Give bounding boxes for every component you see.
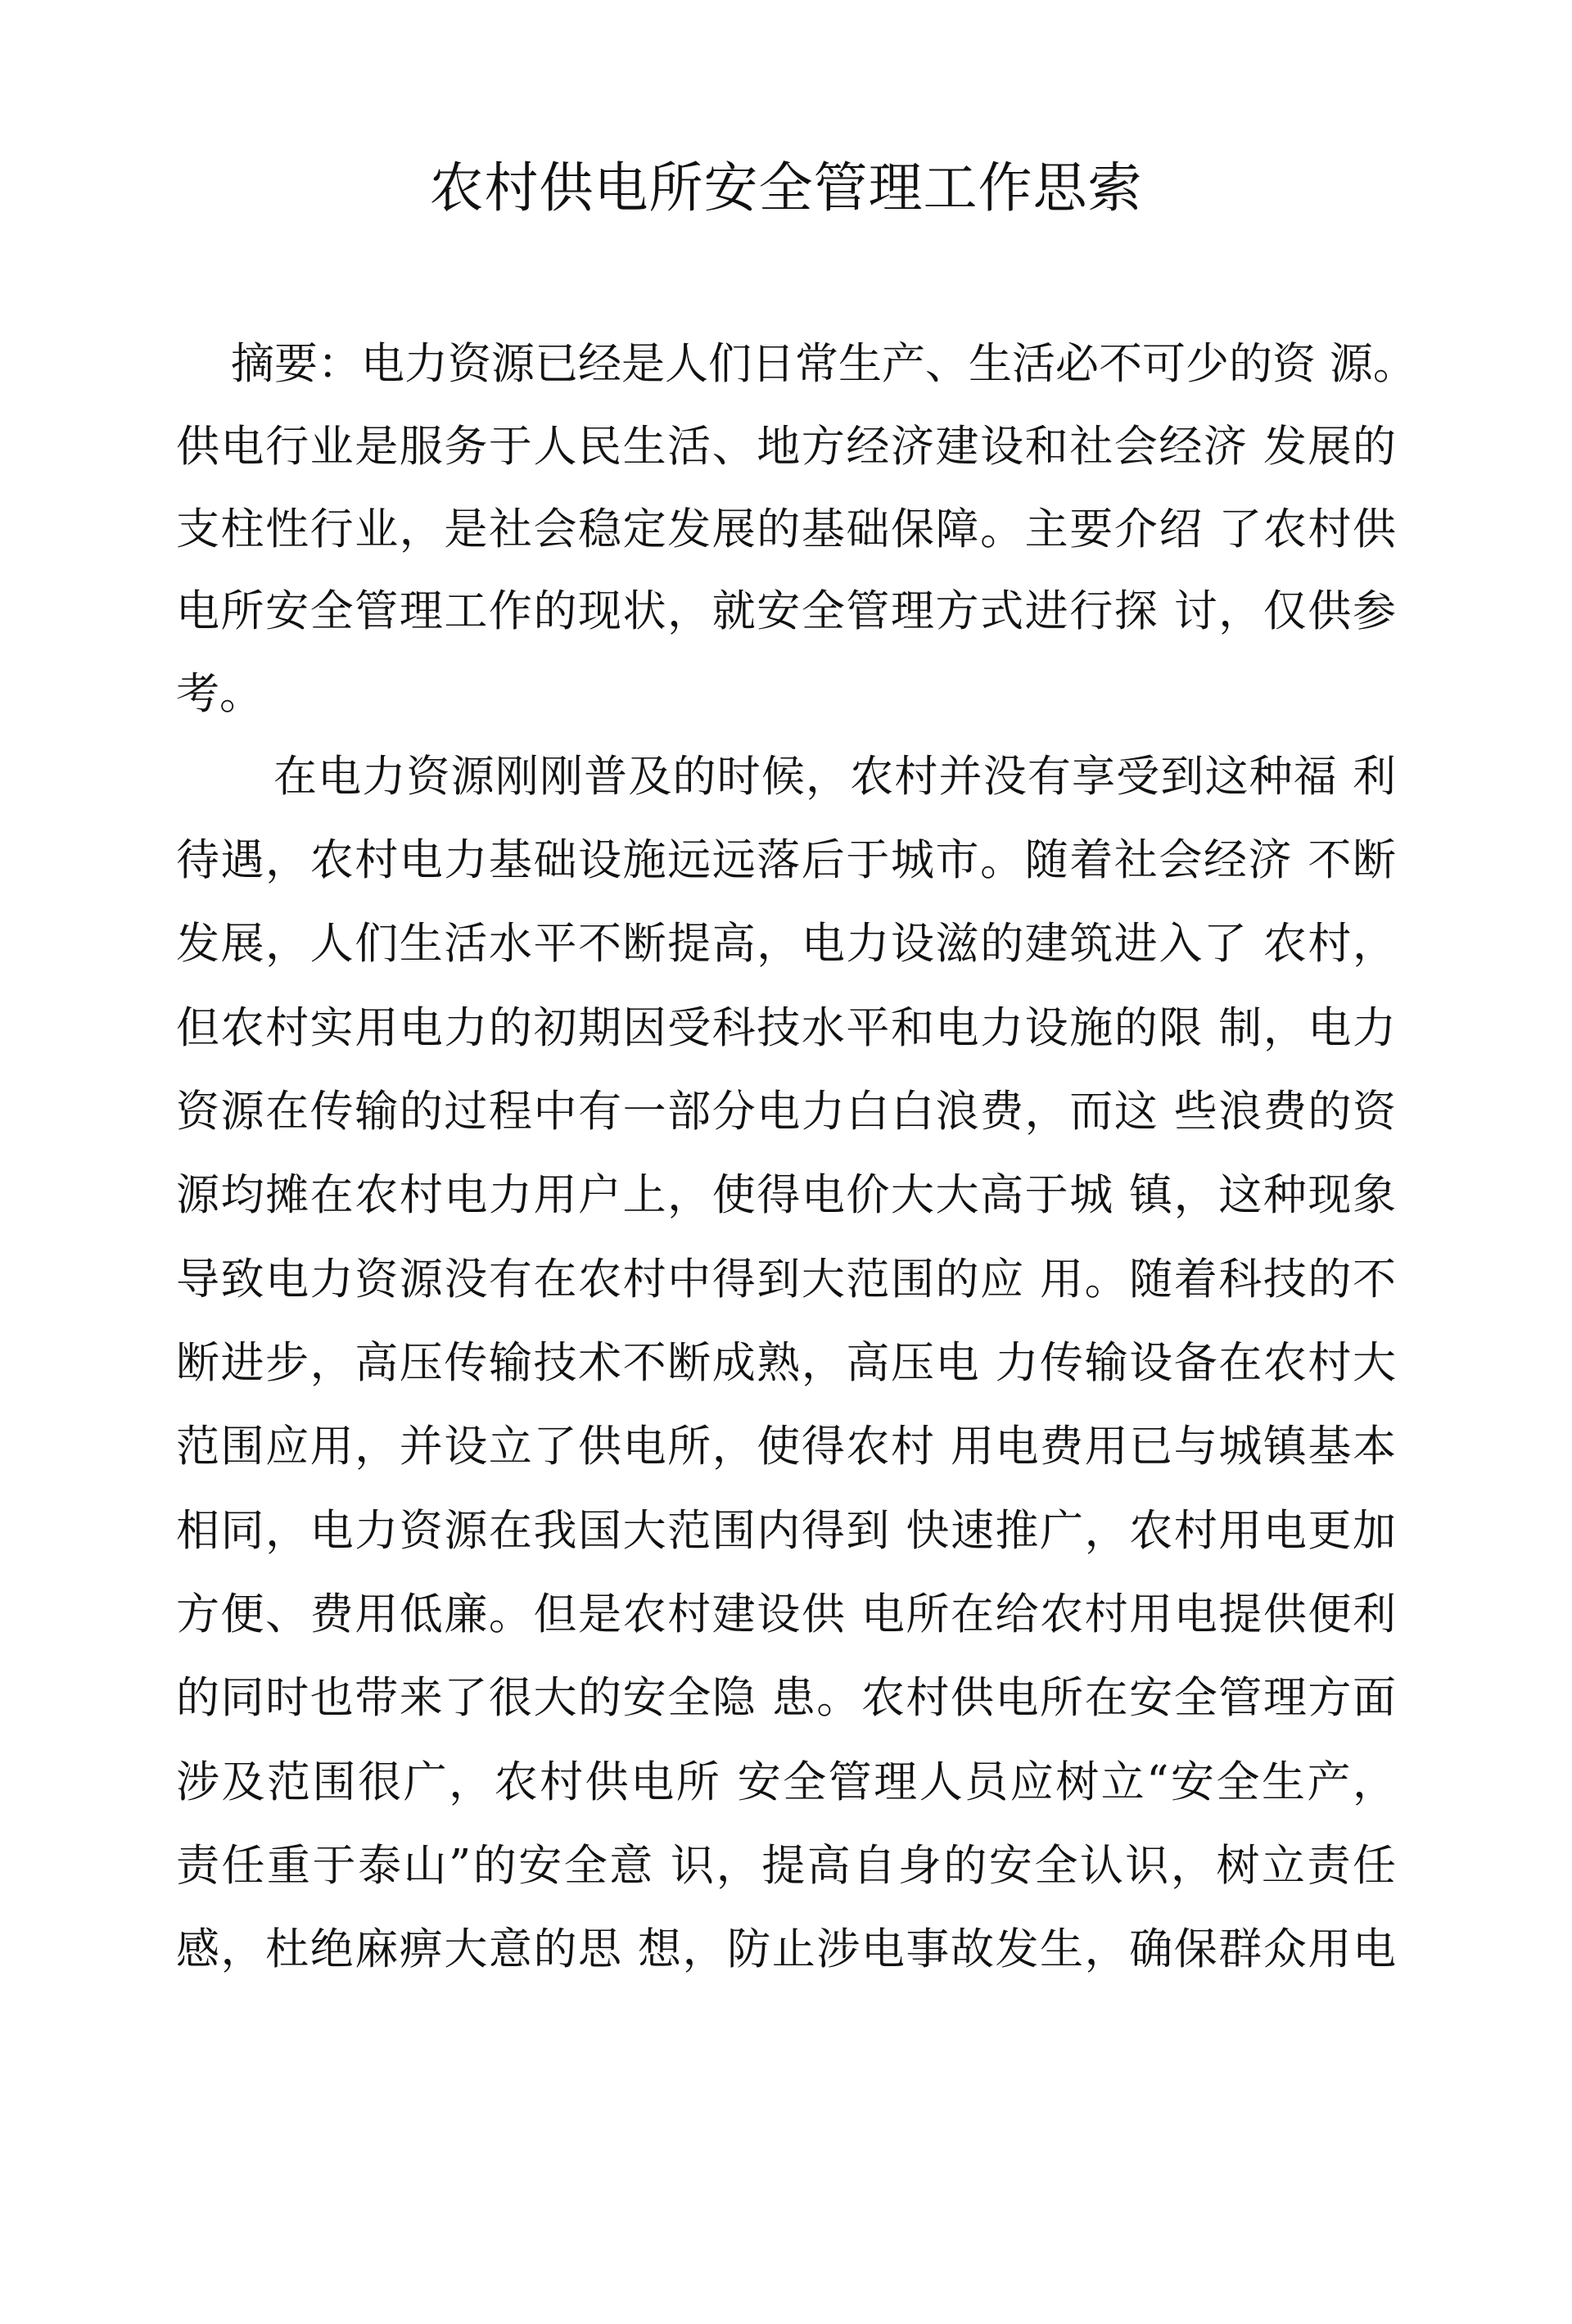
abstract-line: 摘要：电力资源已经是人们日常生产、生活必不可少的资 源。 — [231, 339, 1416, 389]
body-line: 在电力资源刚刚普及的时候，农村并没有享受到这种福 利 — [273, 752, 1396, 802]
abstract-line: 供电行业是服务于人民生活、地方经济建设和社会经济 发展的 — [176, 422, 1396, 472]
body-line: 导致电力资源没有在农村中得到大范围的应 用。随着科技的不 — [176, 1255, 1396, 1304]
body-line: 范围应用，并设立了供电所，使得农村 用电费用已与城镇基本 — [176, 1422, 1396, 1472]
abstract-line: 支柱性行业，是社会稳定发展的基础保障。主要介绍 了农村供 — [176, 504, 1396, 554]
body-line: 涉及范围很广，农村供电所 安全管理人员应树立“安全生产， — [176, 1757, 1396, 1807]
abstract-line: 电所安全管理工作的现状，就安全管理方式进行探 讨，仅供参 — [176, 586, 1396, 636]
body-line: 相同，电力资源在我国大范围内得到 快速推广，农村用电更加 — [176, 1506, 1396, 1556]
body-line: 方便、费用低廉。但是农村建设供 电所在给农村用电提供便利 — [176, 1589, 1396, 1639]
body-line: 断进步，高压传输技术不断成熟，高压电 力传输设备在农村大 — [176, 1338, 1396, 1388]
document-title: 农村供电所安全管理工作思索 — [429, 156, 1143, 219]
body-line: 感，杜绝麻痹大意的思 想，防止涉电事故发生，确保群众用电 — [176, 1924, 1396, 1974]
body-line: 的同时也带来了很大的安全隐 患。农村供电所在安全管理方面 — [176, 1673, 1396, 1723]
body-line: 但农村实用电力的初期因受科技水平和电力设施的限 制，电力 — [176, 1003, 1396, 1053]
body-line: 发展，人们生活水平不断提高，电力设滋的建筑进入了 农村， — [176, 919, 1396, 969]
body-line: 资源在传输的过程中有一部分电力白白浪费，而这 些浪费的资 — [176, 1087, 1396, 1137]
body-line: 责任重于泰山”的安全意 识，提高自身的安全认识，树立责任 — [176, 1841, 1396, 1891]
body-line: 源均摊在农村电力用户上，使得电价大大高于城 镇，这种现象 — [176, 1170, 1396, 1220]
body-line: 待遇，农村电力基础设施远远落后于城市。随着社会经济 不断 — [176, 835, 1396, 885]
abstract-line: 考。 — [176, 669, 263, 719]
